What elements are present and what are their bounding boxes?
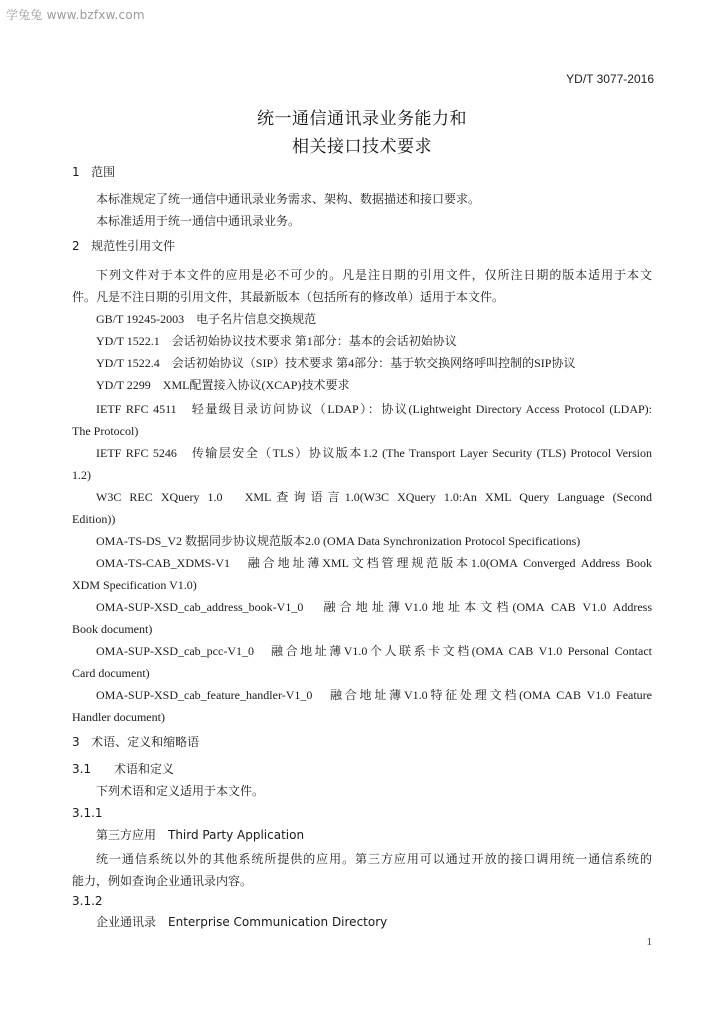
term-definition: 统一通信系统以外的其他系统所提供的应用。第三方应用可以通过开放的接口调用统一通信系统的: [96, 852, 652, 866]
reference-item: OMA-TS-CAB_XDMS-V1 融合地址薄XML文档管理规范版本1.0(OMA Converged Address Book: [96, 556, 652, 570]
reference-item: YD/T 1522.4 会话初始协议（SIP）技术要求 第4部分：基于软交换网络呼叫控制的SIP协议: [96, 356, 576, 370]
section-number: 2: [72, 239, 80, 253]
reference-item: YD/T 1522.1 会话初始协议技术要求 第1部分：基本的会话初始协议: [96, 334, 457, 348]
watermark: 学兔兔 www.bzfxw.com: [6, 8, 145, 22]
section-3-1-heading: [72, 762, 174, 776]
section-title: 规范性引用文件: [91, 239, 176, 253]
paragraph: 件。凡是不注日期的引用文件，其最新版本（包括所有的修改单）适用于本文件。: [72, 290, 505, 304]
clause-number: 3.1.2: [72, 894, 103, 908]
reference-item-continuation: XDM Specification V1.0): [72, 578, 197, 592]
reference-item: IETF RFC 5246 传输层安全（TLS）协议版本1.2 (The Transport Layer Security (TLS) Protocol Version: [96, 446, 652, 460]
clause-number: 3.1.1: [72, 806, 103, 820]
paragraph: 下列文件对于本文件的应用是必不可少的。凡是注日期的引用文件，仅所注日期的版本适用于本文: [96, 268, 652, 282]
reference-item-continuation: Handler document): [72, 710, 165, 724]
reference-item-continuation: Book document): [72, 622, 153, 636]
section-number: 1: [72, 165, 80, 179]
section-3-heading: [72, 735, 199, 749]
paragraph: 本标准规定了统一通信中通讯录业务需求、架构、数据描述和接口要求。: [96, 192, 481, 206]
reference-item: OMA-SUP-XSD_cab_pcc-V1_0 融合地址薄V1.0个人联系卡文档(OMA CAB V1.0 Personal Contact: [96, 644, 652, 658]
term-heading: 第三方应用 Third Party Application: [96, 828, 305, 842]
standard-number: YD/T 3077-2016: [566, 72, 654, 86]
paragraph: 下列术语和定义适用于本文件。: [96, 784, 265, 798]
reference-item: W3C REC XQuery 1.0 XML查询语言1.0(W3C XQuery 1.0:An XML Query Language (Second: [96, 490, 652, 504]
document-title-line-1: 统一通信通讯录业务能力和: [257, 109, 467, 129]
section-title: 术语、定义和缩略语: [91, 735, 200, 749]
section-title: 范围: [91, 165, 116, 179]
section-title: 术语和定义: [113, 762, 174, 776]
section-2-heading: [72, 239, 175, 253]
paragraph: 本标准适用于统一通信中通讯录业务。: [96, 214, 301, 228]
reference-item-continuation: The Protocol): [72, 424, 139, 438]
reference-item: OMA-TS-DS_V2 数据同步协议规范版本2.0 (OMA Data Synchronization Protocol Specifications): [96, 534, 581, 548]
section-1-heading: [72, 165, 115, 179]
reference-item-continuation: Card document): [72, 666, 150, 680]
reference-item: OMA-SUP-XSD_cab_address_book-V1_0 融合地址薄V1.0地址本文档(OMA CAB V1.0 Address: [96, 600, 652, 614]
reference-item: YD/T 2299 XML配置接入协议(XCAP)技术要求: [96, 378, 350, 392]
section-number: 3: [72, 735, 80, 749]
term-definition-continuation: 能力，例如查询企业通讯录内容。: [72, 874, 253, 888]
section-number: 3.1: [72, 762, 92, 776]
reference-item: GB/T 19245-2003 电子名片信息交换规范: [96, 312, 317, 326]
document-title-line-2: 相关接口技术要求: [292, 137, 432, 157]
reference-item-continuation: Edition)): [72, 512, 116, 526]
term-heading: 企业通讯录 Enterprise Communication Directory: [96, 915, 388, 929]
reference-item: OMA-SUP-XSD_cab_feature_handler-V1_0 融合地址薄V1.0特征处理文档(OMA CAB V1.0 Feature: [96, 688, 652, 702]
page-number: 1: [646, 936, 652, 948]
reference-item-continuation: 1.2): [72, 468, 91, 482]
reference-item: IETF RFC 4511 轻量级目录访问协议（LDAP）：协议(Lightweight Directory Access Protocol (LDAP):: [96, 402, 652, 416]
